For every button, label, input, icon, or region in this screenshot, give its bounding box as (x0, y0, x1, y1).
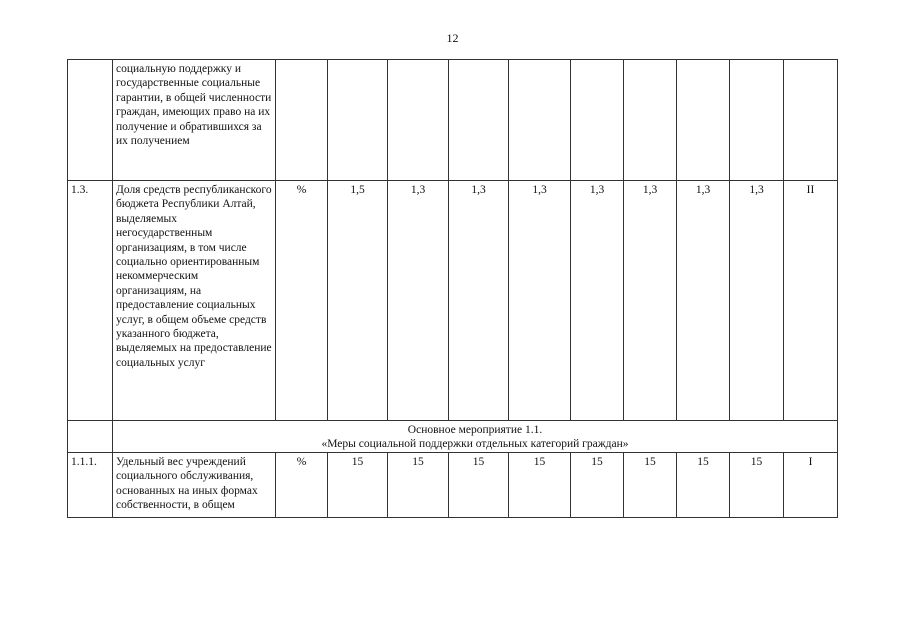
value-cell (624, 60, 677, 181)
value-cell: 15 (388, 452, 449, 517)
row-number (68, 421, 113, 453)
value-cell: 15 (624, 452, 677, 517)
value-cell (449, 60, 509, 181)
value-cell: 1,3 (388, 181, 449, 421)
value-cell: 1,5 (328, 181, 388, 421)
value-cell (571, 60, 624, 181)
indicator-name: Доля средств республиканского бюджета Республики Алтай, выделяемых негосударственным организациям, в том числе социально ориентированным некоммерческим организациям, на предоставление социальных услуг, в общем объеме средств указанного бюджета, выделяемых на предоставление социальных услуг (113, 181, 276, 421)
value-cell: 15 (677, 452, 730, 517)
value-cell: 1,3 (571, 181, 624, 421)
section-heading (113, 421, 838, 453)
value-cell: 1,3 (449, 181, 509, 421)
value-cell (677, 60, 730, 181)
value-cell: II (784, 181, 838, 421)
value-cell: 15 (509, 452, 571, 517)
section-row (68, 421, 838, 453)
value-cell: 1,3 (624, 181, 677, 421)
value-cell: 15 (449, 452, 509, 517)
page-number: 12 (446, 31, 459, 45)
value-cell: 1,3 (509, 181, 571, 421)
row-number (68, 60, 113, 181)
value-cell (328, 60, 388, 181)
row-number: 1.3. (68, 181, 113, 421)
section-subtitle: «Меры социальной поддержки отдельных категорий граждан» (321, 438, 629, 451)
row-number: 1.1.1. (68, 452, 113, 517)
value-cell (730, 60, 784, 181)
unit-cell (276, 60, 328, 181)
table-row (68, 60, 838, 181)
indicator-name: Удельный вес учреждений социального обслуживания, основанных на иных формах собственности, в общем (113, 452, 276, 517)
indicator-name: социальную поддержку и государственные социальные гарантии, в общей численности граждан, имеющих право на их получение и обратившихся за их получением (113, 60, 276, 181)
value-cell: 1,3 (730, 181, 784, 421)
value-cell: 15 (571, 452, 624, 517)
section-title: Основное мероприятие 1.1. (407, 424, 543, 436)
indicators-table (67, 59, 838, 518)
unit-cell: % (276, 452, 328, 517)
value-cell (388, 60, 449, 181)
table-row (68, 181, 838, 421)
value-cell: 15 (730, 452, 784, 517)
unit-cell: % (276, 181, 328, 421)
value-cell: 15 (328, 452, 388, 517)
value-cell: 1,3 (677, 181, 730, 421)
table-row (68, 452, 838, 517)
value-cell (509, 60, 571, 181)
value-cell (784, 60, 838, 181)
value-cell: I (784, 452, 838, 517)
